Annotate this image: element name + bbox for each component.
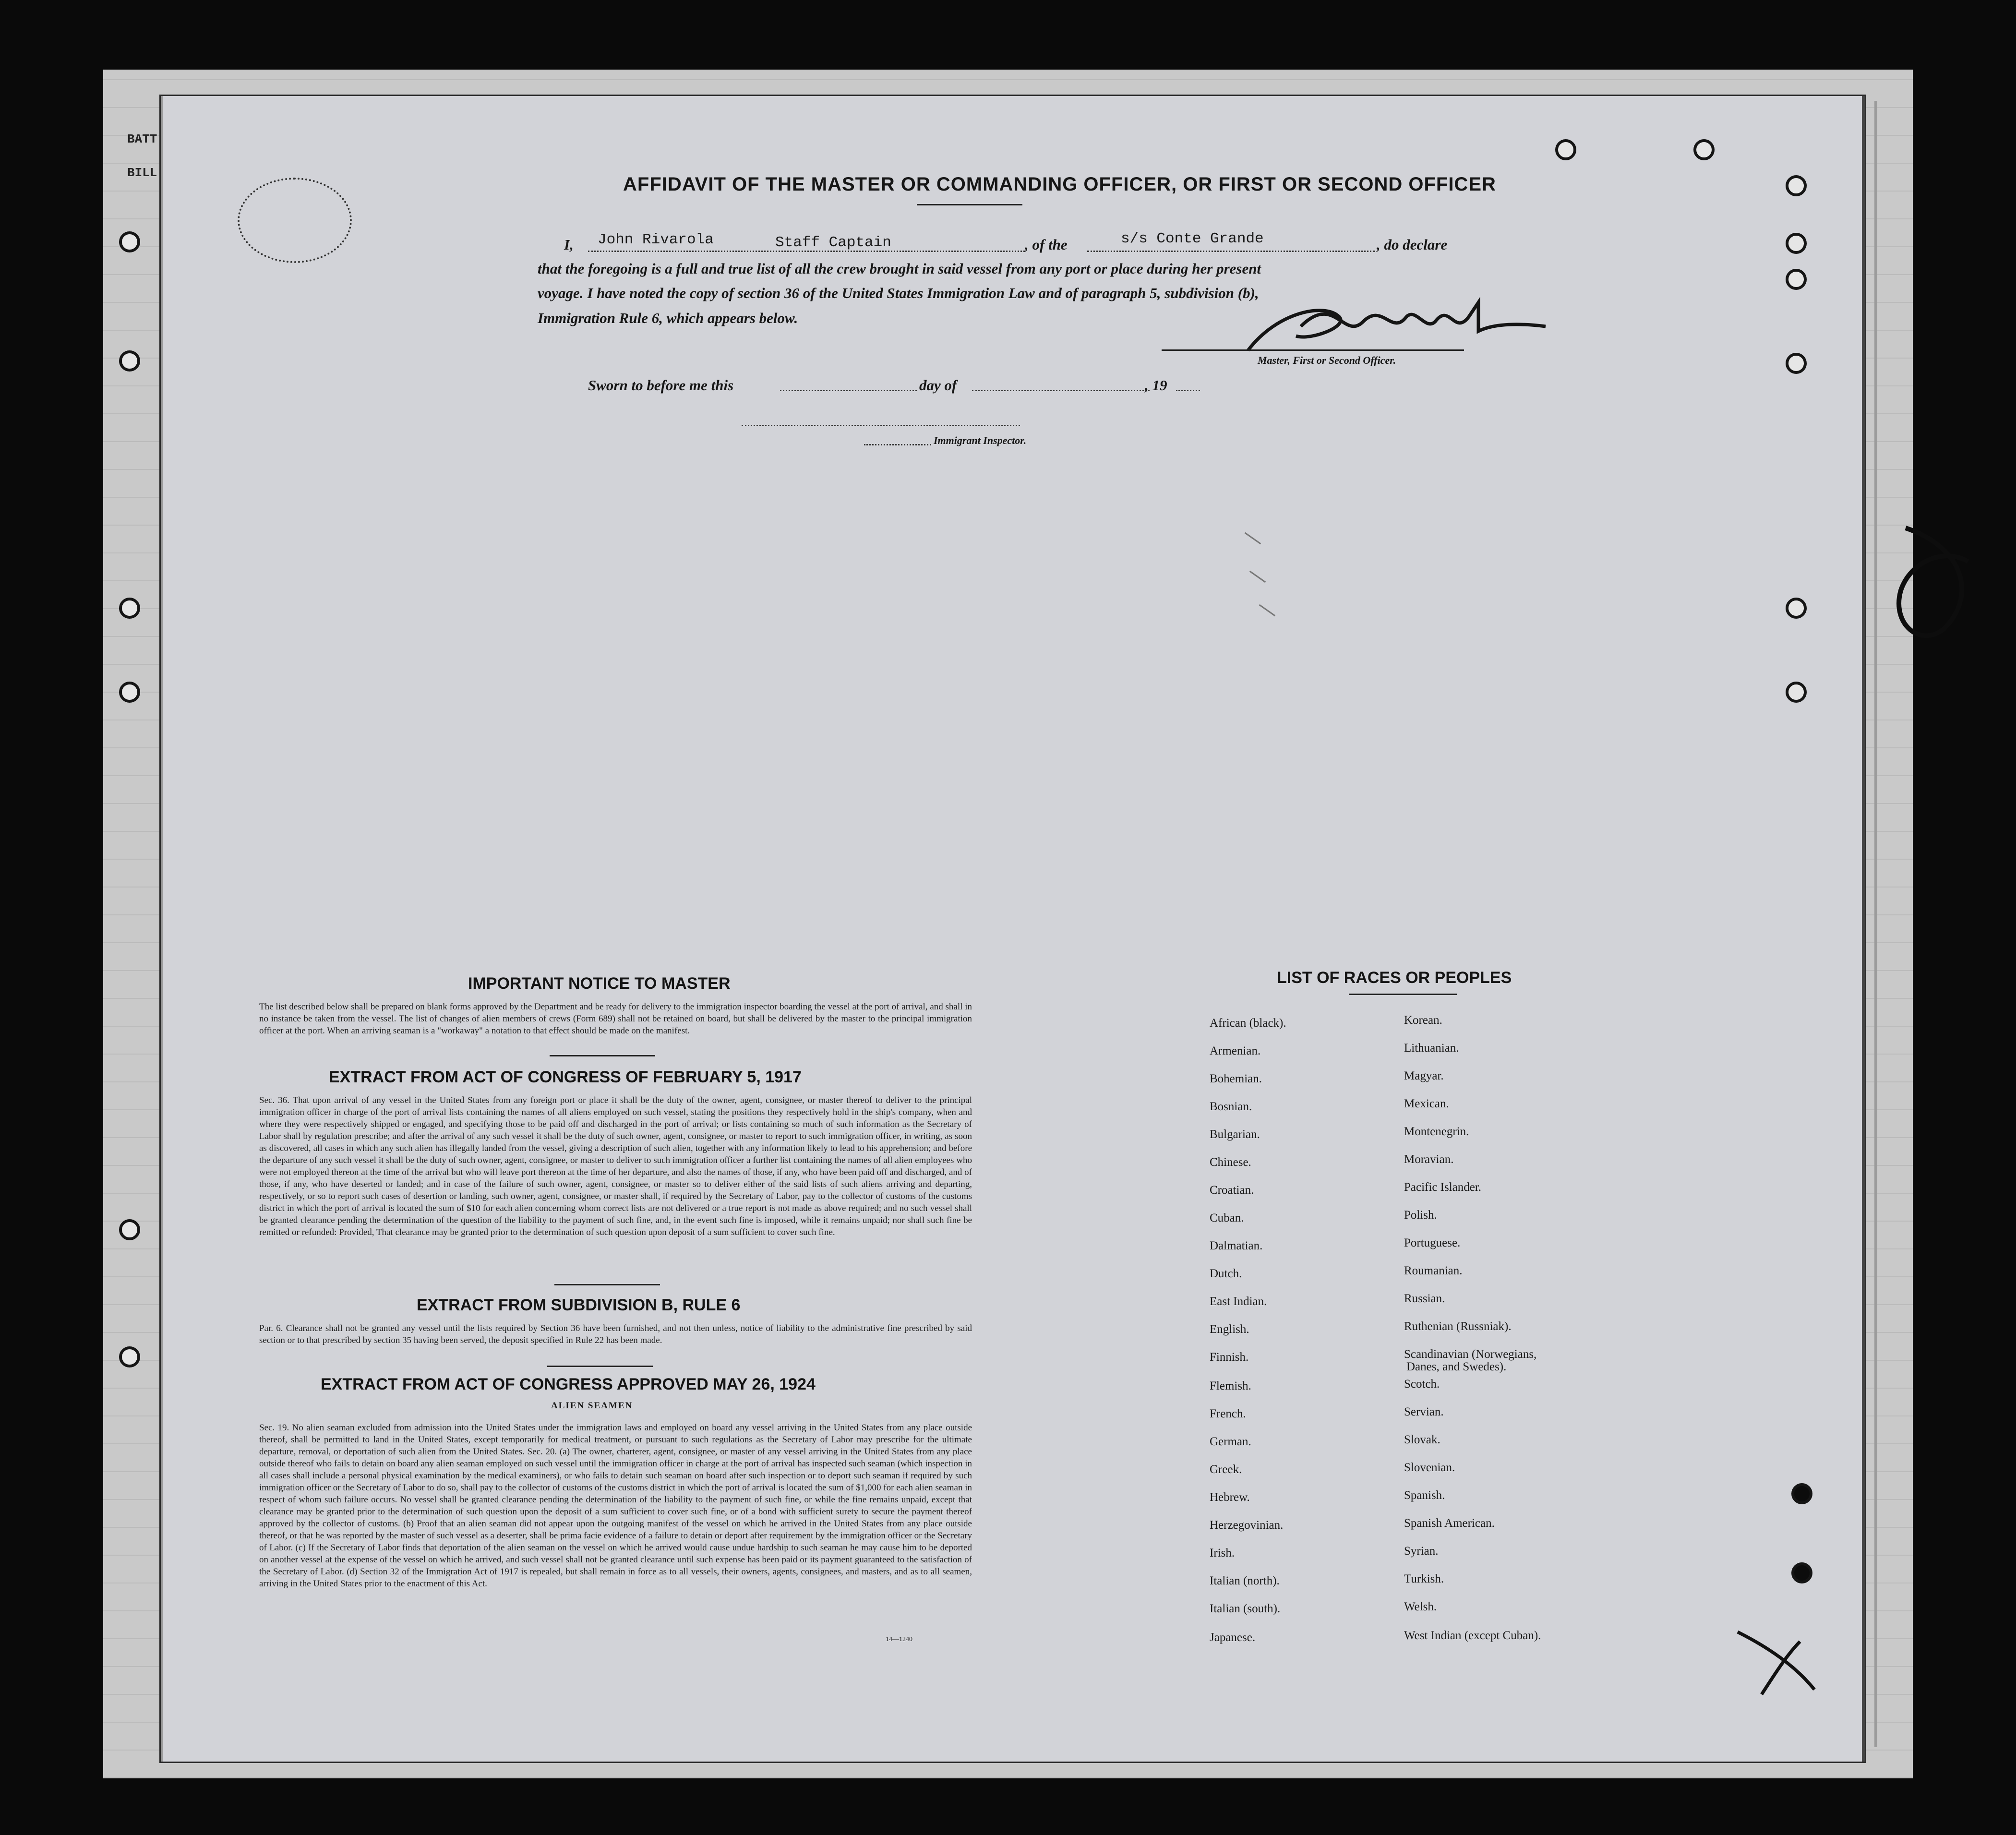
declarant-name: John Rivarola	[598, 231, 714, 248]
sworn-year-line	[1176, 390, 1200, 391]
race-item: Finnish.	[1210, 1351, 1249, 1364]
binder-hole	[1786, 353, 1807, 374]
races-rule	[1349, 994, 1457, 995]
race-item: Spanish.	[1404, 1489, 1445, 1502]
notice-title: IMPORTANT NOTICE TO MASTER	[468, 974, 731, 993]
race-item: Mexican.	[1404, 1097, 1449, 1110]
vessel-line	[1087, 251, 1375, 252]
race-item: Greek.	[1210, 1463, 1242, 1476]
race-item: Armenian.	[1210, 1044, 1261, 1057]
underpage-tab-text: BILL	[127, 166, 157, 180]
inspector-line	[742, 425, 1020, 426]
race-item: Turkish.	[1404, 1572, 1444, 1585]
affidavit-i: I,	[564, 236, 574, 253]
binder-hole	[1555, 139, 1576, 160]
master-signature	[1238, 283, 1555, 365]
race-item: Hebrew.	[1210, 1491, 1250, 1504]
binder-hole	[1786, 175, 1807, 196]
binder-hole	[1693, 139, 1715, 160]
binder-hole	[1786, 598, 1807, 619]
race-item: Dalmatian.	[1210, 1239, 1263, 1252]
race-item: Lithuanian.	[1404, 1042, 1459, 1055]
race-item: Spanish American.	[1404, 1517, 1495, 1530]
binder-hole	[119, 350, 140, 372]
race-item: Magyar.	[1404, 1069, 1444, 1082]
race-item: East Indian.	[1210, 1295, 1267, 1308]
race-item: Roumanian.	[1404, 1264, 1463, 1277]
race-item: Servian.	[1404, 1405, 1444, 1418]
races-title: LIST OF RACES OR PEOPLES	[1277, 969, 1512, 987]
notice-text: The list described below shall be prepared on blank forms approved by the Department and be ready for delivery to the immigration inspector boarding the vessel at the port of arrival, and shall in no instance be taken from the vessel. The list of changes of alien members of crews (Form 689) shall not be retained on board, but shall be delivered by the master to the principal immigration officer at the port. When an arriving seaman is a "workaway" a notation to that effect should be made on the manifest.	[259, 1002, 972, 1036]
binder-hole	[119, 1219, 140, 1240]
extract-1917-title: EXTRACT FROM ACT OF CONGRESS OF FEBRUARY 5, 1917	[329, 1068, 802, 1086]
race-item: Herzegovinian.	[1210, 1519, 1284, 1532]
race-item: Moravian.	[1404, 1153, 1454, 1166]
inspector-line-short	[864, 444, 931, 445]
race-item: Danes, and Swedes).	[1406, 1360, 1507, 1373]
sworn-month-line	[972, 390, 1150, 391]
rule6-title: EXTRACT FROM SUBDIVISION B, RULE 6	[417, 1296, 741, 1314]
underpage-tab-text: BATT	[127, 132, 157, 146]
year-label: , 19	[1145, 377, 1167, 394]
race-item: Cuban.	[1210, 1211, 1244, 1224]
race-item: African (black).	[1210, 1017, 1286, 1030]
race-item: Slovenian.	[1404, 1461, 1455, 1474]
race-item: Polish.	[1404, 1209, 1437, 1222]
extract-1917-text: Sec. 36. That upon arrival of any vessel in the United States from any foreign port or place it shall be the duty of the owner, agent, consignee, or master thereof to deliver to the principal immigration officer in charge of the port of arrival lists containing the names of all aliens employed on such vessel, stating the positions they respectively hold in the ship's company, when and where they were respectively shipped or engaged, and specifying those to be paid off and discharged in the port of arrival; or lists containing so much of such information as the Secretary of Labor shall by regulation prescribe; and after the arrival of any such vessel it shall be the duty of such owner, agent, consignee, or master to report to such immigration officer, in writing, as soon as discovered, all cases in which any such alien has illegally landed from the vessel, giving a description of such alien, together with any information likely to lead to his apprehension; and before the departure of any such vessel it shall be the duty of such owner, agent, consignee, or master to deliver to such immigration officer a further list containing the names of all alien employees who were not employed thereon at the time of the arrival but who will leave port thereon at the time of her departure, and also the names of those, if any, who have been paid off and discharged, and of those, if any, who have deserted or landed; and in case of the failure of such owner, agent, consignee, or master so to deliver either of the said lists of such aliens arriving and departing, respectively, or so to report such cases of desertion or landing, such owner, agent, consignee, or master shall, if required by the Secretary of Labor, pay to the collector of customs of the customs district in which the port of arrival is located the sum of $10 for each alien concerning whom correct lists are not delivered or a true report is not made as above required; and no such vessel shall be granted clearance pending the determination of the question of the liability to the payment of such fine, and, in the event such fine is imposed, while it remains unpaid; nor shall such fine be remitted or refunded: Provided, That clearance may be granted prior to the determination of such question upon deposit of a sum sufficient to cover such fine.	[259, 1095, 972, 1237]
race-item: Bulgarian.	[1210, 1128, 1260, 1141]
margin-pen-mark	[1886, 518, 1982, 653]
declarant-rank: Staff Captain	[775, 234, 891, 251]
binder-hole	[119, 231, 140, 252]
race-item: Scandinavian (Norwegians,	[1404, 1348, 1537, 1361]
rule6-text: Par. 6. Clearance shall not be granted any vessel until the lists required by Section 36 have been furnished, and not then unless, notice of liability to the administrative fine prescribed by said section or to that prescribed by section 35 having been served, the deposit specified in Rule 22 has been made.	[259, 1323, 972, 1345]
binder-hole	[1786, 682, 1807, 703]
race-item: Portuguese.	[1404, 1236, 1461, 1249]
race-item: Ruthenian (Russniak).	[1404, 1320, 1512, 1333]
of-the-label: , of the	[1025, 236, 1068, 253]
race-item: Montenegrin.	[1404, 1125, 1469, 1138]
binder-hole	[119, 598, 140, 619]
page-edge	[1874, 101, 1877, 1747]
section-rule	[547, 1366, 653, 1367]
binder-hole	[1791, 1562, 1812, 1583]
section-rule	[550, 1055, 655, 1056]
race-item: Slovak.	[1404, 1433, 1440, 1446]
race-item: Bohemian.	[1210, 1072, 1262, 1085]
inspector-caption: Immigrant Inspector.	[934, 434, 1027, 446]
race-item: West Indian (except Cuban).	[1404, 1629, 1541, 1642]
race-item: Bosnian.	[1210, 1100, 1252, 1113]
race-item: German.	[1210, 1435, 1251, 1448]
do-declare-label: , do declare	[1377, 236, 1448, 253]
affidavit-line-2: that the foregoing is a full and true list of all the crew brought in said vessel from any port or place during her present	[538, 260, 1261, 277]
section-rule	[554, 1284, 660, 1285]
vessel-name: s/s Conte Grande	[1121, 230, 1264, 247]
race-item: Flemish.	[1210, 1379, 1251, 1392]
form-number: 14—1240	[886, 1636, 912, 1643]
race-item: Chinese.	[1210, 1156, 1251, 1169]
race-item: Scotch.	[1404, 1378, 1440, 1391]
race-item: Korean.	[1404, 1014, 1442, 1027]
race-item: Croatian.	[1210, 1184, 1254, 1197]
signature-line	[1162, 349, 1464, 351]
affidavit-title: AFFIDAVIT OF THE MASTER OR COMMANDING OFFICER, OR FIRST OR SECOND OFFICER	[623, 174, 1496, 195]
binder-hole	[119, 682, 140, 703]
signature-caption: Master, First or Second Officer.	[1258, 354, 1396, 366]
race-item: Russian.	[1404, 1292, 1445, 1305]
affidavit-line-4: Immigration Rule 6, which appears below.	[538, 310, 798, 326]
seal-stamp	[238, 178, 352, 263]
binder-hole	[1786, 233, 1807, 254]
affidavit-line-3: voyage. I have noted the copy of section 36 of the United States Immigration Law and of paragraph 5, subdivision (b),	[538, 285, 1259, 301]
extract-1924-title: EXTRACT FROM ACT OF CONGRESS APPROVED MAY 26, 1924	[321, 1375, 816, 1393]
race-item: Syrian.	[1404, 1545, 1439, 1558]
margin-x-mark	[1728, 1622, 1824, 1699]
race-item: Dutch.	[1210, 1267, 1242, 1280]
race-item: Italian (south).	[1210, 1602, 1281, 1615]
race-item: Japanese.	[1210, 1631, 1256, 1644]
day-of-label: day of	[919, 377, 957, 394]
race-item: Welsh.	[1404, 1600, 1437, 1613]
binder-hole	[1786, 269, 1807, 290]
sworn-day-line	[780, 390, 917, 391]
extract-1924-text: Sec. 19. No alien seaman excluded from admission into the United States under the immigration laws and employed on board any vessel arriving in the United States from any place outside thereof, shall be permitted to land in the United States, except temporarily for medical treatment, or pursuant to such regulations as the Secretary of Labor may prescribe for the ultimate departure, removal, or deportation of such alien from the United States. Sec. 20. (a) The owner, charterer, agent, consignee, or master of any vessel arriving in the United States from any place outside thereof who fails to detain on board any alien seaman employed on such vessel until the immigration officer in charge at the port of arrival has inspected such seaman (which inspection in all cases shall include a personal physical examination by the medical examiners), or who fails to detain such seaman on board after such inspection or to deport such seaman if required by such immigration officer or the Secretary of Labor to do so, shall pay to the collector of customs of the customs district in which the port of arrival is located the sum of $1,000 for each alien seaman in respect of whom such failure occurs. No vessel shall be granted clearance pending the determination of the liability to the payment of such fine, or while the fine remains unpaid, except that clearance may be granted prior to the determination of such question upon the deposit of a sum sufficient to cover such fine, or of a bond with sufficient surety to secure the payment thereof approved by the collector of customs. (b) Proof that an alien seaman did not appear upon the outgoing manifest of the vessel on which he arrived in the United States from any place outside thereof, or that he was reported by the master of such vessel as a deserter, shall be prima facie evidence of a failure to detain or deport after requirement by the immigration officer or the Secretary of Labor. (c) If the Secretary of Labor finds that deportation of the alien seaman on the vessel on which he arrived would cause undue hardship to such seaman he may cause him to be deported on another vessel at the expense of the vessel on which he arrived, and such vessel shall not be granted clearance until such expense has been paid or its payment guaranteed to the satisfaction of the Secretary of Labor. (d) Section 32 of the Immigration Act of 1917 is repealed, but shall remain in force as to all vessels, their owners, agents, consignees, and masters, and as to all seamen, arriving in the United States prior to the enactment of this Act.	[259, 1423, 972, 1589]
race-item: Irish.	[1210, 1547, 1235, 1559]
race-item: Pacific Islander.	[1404, 1181, 1482, 1194]
race-item: English.	[1210, 1323, 1249, 1336]
alien-seamen-subtitle: ALIEN SEAMEN	[551, 1401, 633, 1411]
binder-hole	[119, 1346, 140, 1367]
race-item: French.	[1210, 1407, 1246, 1420]
sworn-label: Sworn to before me this	[588, 377, 734, 394]
binder-hole	[1791, 1483, 1812, 1504]
title-rule	[917, 204, 1022, 205]
race-item: Italian (north).	[1210, 1574, 1280, 1587]
